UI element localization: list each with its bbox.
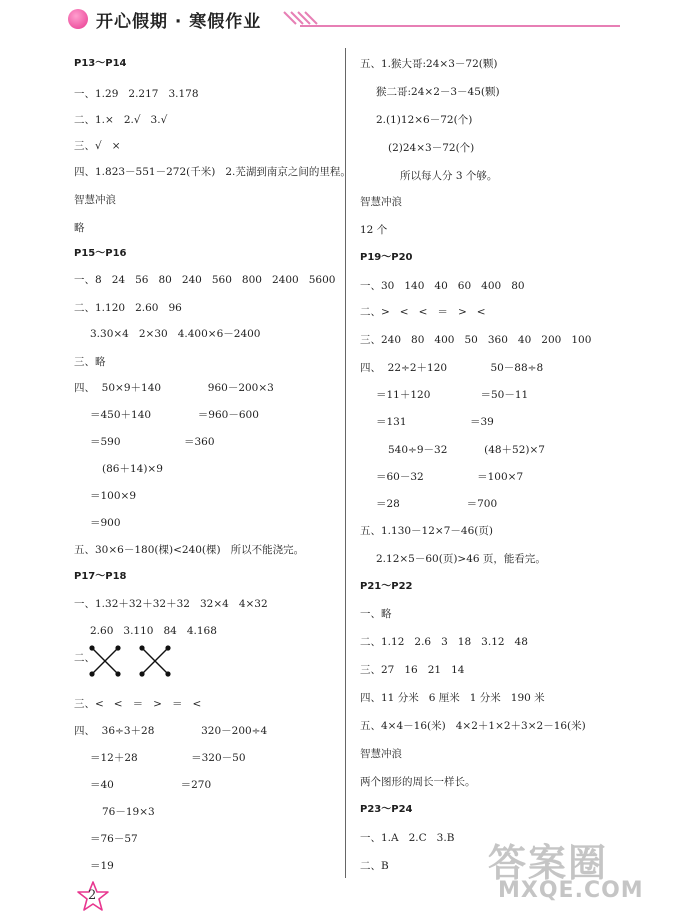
answer-line: 540÷9－32 (48＋52)×7 [388,444,545,456]
answer-line: (86＋14)×9 [102,463,163,475]
section-heading: P21～P22 [360,581,413,592]
answer-line: 二、1.× 2.√ 3.√ [74,114,168,126]
answer-line: 一、30 140 40 60 400 80 [360,280,525,292]
header-rule [300,25,620,27]
pink-circle-icon [68,9,88,29]
stripes-decoration-icon [282,10,322,26]
answer-line: 五、1.猴大哥:24×3－72(颗) [360,58,498,70]
answer-line: 2.60 3.110 84 4.168 [90,625,217,637]
answer-line: ＝100×9 [90,490,137,502]
section-heading: P23～P24 [360,804,413,815]
answer-line: ＝19 [90,860,114,872]
answer-line: 76－19×3 [102,806,155,818]
answer-line: 四、 36÷3＋28 320－200÷4 [74,725,268,737]
answer-line: ＝76－57 [90,833,138,845]
answer-line: 二、B [360,860,389,872]
header-title: 开心假期 · 寒假作业 [96,12,262,32]
answer-line: 三、略 [74,356,106,368]
answer-line: ＝12＋28 ＝320－50 [90,752,246,764]
answer-line: 所以每人分 3 个够。 [400,170,498,182]
answer-line: 二、1.12 2.6 3 18 3.12 48 [360,636,528,648]
watermark-url: MXQE.COM [498,878,644,903]
answer-line: 猴二哥:24×2－3－45(颗) [376,86,500,98]
answer-line: 一、8 24 56 80 240 560 800 2400 5600 [74,274,336,286]
answer-line: 2.12×5－60(页)>46 页，能看完。 [376,553,546,565]
section-heading: P17～P18 [74,571,127,582]
answer-line: ＝11＋120 ＝50－11 [376,389,529,401]
answer-line: ＝900 [90,517,121,529]
answer-line: ＝131 ＝39 [376,416,494,428]
answer-line: 三、240 80 400 50 360 40 200 100 [360,334,592,346]
answer-line: 略 [74,222,85,234]
matching-lines-graphic [88,643,188,679]
answer-line: 二、1.120 2.60 96 [74,302,182,314]
answer-line: ＝450＋140 ＝960－600 [90,409,259,421]
answer-line: 一、1.32＋32＋32＋32 32×4 4×32 [74,598,268,610]
answer-line: 二、> < < ＝ > < [360,306,486,318]
answer-line: 五、30×6－180(棵)<240(棵) 所以不能浇完。 [74,544,305,556]
answer-line: 四、 50×9＋140 960－200×3 [74,382,274,394]
answer-line: 两个图形的周长一样长。 [360,776,476,788]
answer-line: 四、 22÷2＋120 50－88÷8 [360,362,544,374]
answer-line: ＝60－32 ＝100×7 [376,471,524,483]
section-heading: P13～P14 [74,58,127,69]
answer-line: 三、< < ＝ > ＝ < [74,698,202,710]
answer-line: 智慧冲浪 [74,194,116,206]
answer-line: 一、略 [360,608,392,620]
watermark [488,832,668,902]
answer-line: 12 个 [360,224,388,236]
answer-line: 四、11 分米 6 厘米 1 分米 190 米 [360,692,545,704]
answer-line: 3.30×4 2×30 4.400×6－2400 [90,328,261,340]
answer-line: ＝40 ＝270 [90,779,212,791]
answer-line: (2)24×3－72(个) [388,142,475,154]
section-heading: P15～P16 [74,248,127,259]
page-header [0,0,690,40]
section-heading: P19～P20 [360,252,413,263]
answer-line: ＝590 ＝360 [90,436,215,448]
answer-line: 一、1.29 2.217 3.178 [74,88,199,100]
watermark-logo: 答案圈 [488,841,609,885]
answer-line: 智慧冲浪 [360,196,402,208]
answer-line: 五、4×4－16(米) 4×2＋1×2＋3×2－16(米) [360,720,586,732]
answer-line: 三、27 16 21 14 [360,664,465,676]
answer-line: 智慧冲浪 [360,748,402,760]
answer-line: 五、1.130－12×7－46(页) [360,525,493,537]
answer-line: 三、√ × [74,140,121,152]
answer-line: 2.(1)12×6－72(个) [376,114,473,126]
answer-line: 一、1.A 2.C 3.B [360,832,455,844]
answer-line: ＝28 ＝700 [376,498,498,510]
page-number: 2 [88,888,97,903]
answer-line: 四、1.823－551－272(千米) 2.芜湖到南京之间的里程。 [74,166,351,178]
answer-line: 二、 [74,652,95,664]
